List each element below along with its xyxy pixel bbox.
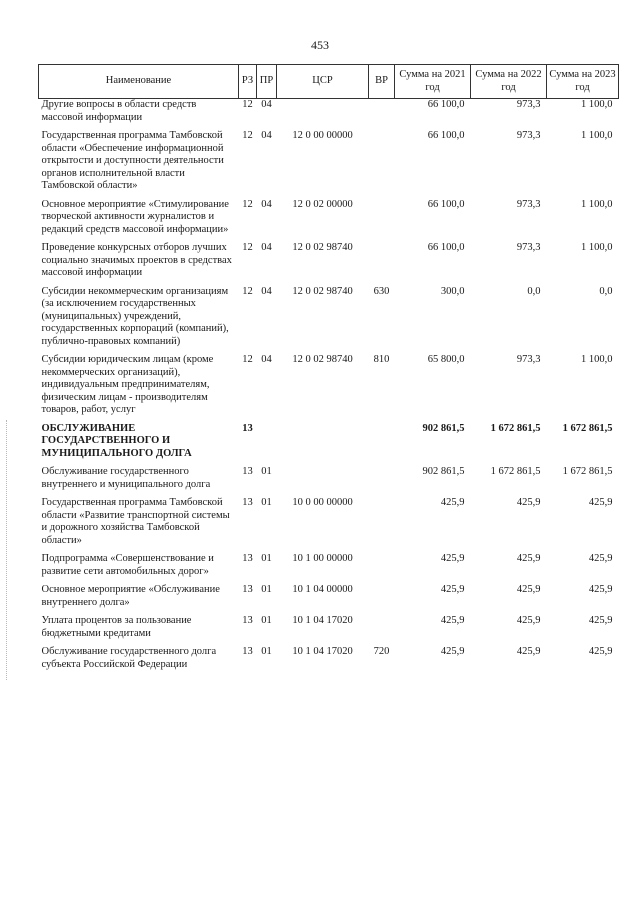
cell-pr: 01 [261, 466, 272, 477]
cell-sum-2022: 425,9 [516, 497, 541, 508]
cell-sum-2021: 425,9 [440, 497, 465, 508]
cell-rz: 13 [242, 584, 253, 595]
cell-vr [369, 242, 395, 286]
cell-pr: 01 [261, 553, 272, 564]
cell-pr: 04 [261, 354, 272, 365]
cell-csr: 10 0 00 00000 [292, 497, 353, 508]
table-row [39, 553, 619, 584]
cell-csr [277, 99, 369, 131]
cell-name: ОБСЛУЖИВАНИЕ ГОСУДАРСТВЕННОГО И МУНИЦИПАЛЬНОГО ДОЛГА [41, 422, 192, 459]
table-row [39, 497, 619, 553]
cell-rz: 12 [242, 99, 253, 110]
cell-name: Обслуживание государственного внутреннего и муниципального долга [41, 466, 211, 490]
cell-sum-2023: 1 672 861,5 [562, 466, 613, 477]
cell-pr [257, 423, 277, 467]
cell-sum-2023: 425,9 [588, 497, 613, 508]
cell-csr: 12 0 02 98740 [292, 354, 353, 365]
cell-sum-2022: 1 672 861,5 [490, 466, 541, 477]
cell-pr: 01 [261, 615, 272, 626]
cell-sum-2023: 425,9 [588, 646, 613, 657]
cell-name: Государственная программа Тамбовской области «Развитие транспортной системы и дорожного хозяйства Тамбовской области» [41, 497, 230, 546]
cell-sum-2023: 425,9 [588, 553, 613, 564]
cell-csr: 12 0 02 98740 [292, 242, 353, 253]
cell-sum-2023: 425,9 [588, 584, 613, 595]
cell-name: Субсидии некоммерческим организациям (за исключением государственных (муниципальных) учреждений, государственных корпораций (компаний), публично-правовых компаний) [41, 285, 229, 347]
cell-sum-2022: 973,3 [516, 354, 541, 365]
cell-name: Обслуживание государственного долга субъекта Российской Федерации [41, 646, 217, 670]
cell-rz: 13 [242, 615, 253, 626]
cell-sum-2021: 425,9 [440, 646, 465, 657]
cell-sum-2021: 66 100,0 [427, 99, 465, 110]
header-name: Наименование [39, 65, 239, 99]
table-body [39, 99, 619, 678]
cell-csr: 12 0 00 00000 [292, 130, 353, 141]
cell-sum-2023: 1 100,0 [581, 130, 613, 141]
cell-rz: 13 [242, 497, 253, 508]
header-sum-2022: Сумма на 2022 год [471, 65, 547, 99]
cell-sum-2022: 425,9 [516, 584, 541, 595]
cell-csr [277, 423, 369, 467]
cell-vr [369, 553, 395, 584]
table-row [39, 466, 619, 497]
cell-sum-2021: 425,9 [440, 584, 465, 595]
cell-rz: 13 [242, 422, 253, 434]
cell-vr [369, 466, 395, 497]
cell-sum-2023: 425,9 [588, 615, 613, 626]
cell-csr: 10 1 04 17020 [292, 615, 353, 626]
table-row [39, 99, 619, 131]
table-row [39, 615, 619, 646]
table-row [39, 646, 619, 677]
table-header [39, 65, 619, 99]
cell-sum-2022: 425,9 [516, 615, 541, 626]
header-vr: ВР [369, 65, 395, 99]
header-pr: ПР [257, 65, 277, 99]
cell-sum-2021: 66 100,0 [427, 198, 465, 210]
cell-pr: 01 [261, 584, 272, 595]
table-row [39, 199, 619, 243]
cell-rz: 12 [242, 198, 253, 210]
cell-vr [369, 199, 395, 243]
table-row [39, 584, 619, 615]
cell-name: Субсидии юридическим лицам (кроме некоммерческих организаций), индивидуальным предпринимателям, физическим лицам - производителям товаров, работ, услуг [41, 354, 214, 415]
scan-edge-marks [6, 420, 9, 680]
cell-name: Другие вопросы в области средств массовой информации [41, 99, 197, 123]
cell-rz: 13 [242, 646, 253, 657]
cell-sum-2022: 973,3 [516, 242, 541, 253]
cell-sum-2021: 66 100,0 [427, 242, 465, 253]
cell-sum-2023: 1 100,0 [581, 242, 613, 253]
cell-rz: 12 [242, 130, 253, 141]
cell-vr: 630 [373, 285, 390, 297]
cell-sum-2022: 973,3 [516, 130, 541, 141]
cell-sum-2023: 1 100,0 [581, 99, 613, 110]
cell-sum-2022: 425,9 [516, 553, 541, 564]
cell-sum-2022: 973,3 [516, 198, 541, 210]
cell-vr: 810 [373, 354, 390, 365]
cell-sum-2022: 0,0 [527, 285, 541, 297]
cell-vr [369, 615, 395, 646]
cell-name: Основное мероприятие «Стимулирование творческой активности журналистов и редакций средств массовой информации» [41, 198, 229, 235]
budget-table [38, 64, 619, 677]
page-number: 453 [311, 38, 329, 52]
cell-sum-2023: 1 672 861,5 [562, 422, 613, 434]
table-row [39, 242, 619, 286]
cell-pr: 04 [261, 242, 272, 253]
cell-csr: 12 0 02 98740 [292, 285, 353, 297]
cell-sum-2022: 973,3 [516, 99, 541, 110]
cell-csr: 10 1 00 00000 [292, 553, 353, 564]
cell-csr: 12 0 02 00000 [292, 198, 353, 210]
cell-rz: 13 [242, 553, 253, 564]
cell-vr [369, 584, 395, 615]
cell-vr [369, 497, 395, 553]
cell-vr: 720 [373, 646, 390, 657]
cell-sum-2023: 1 100,0 [581, 354, 613, 365]
cell-rz: 12 [242, 285, 253, 297]
cell-rz: 12 [242, 242, 253, 253]
table-row [39, 423, 619, 467]
cell-pr: 04 [261, 99, 272, 110]
cell-name: Уплата процентов за пользование бюджетными кредитами [41, 615, 192, 639]
cell-csr: 10 1 04 17020 [292, 646, 353, 657]
cell-sum-2021: 425,9 [440, 553, 465, 564]
cell-csr: 10 1 04 00000 [292, 584, 353, 595]
cell-sum-2021: 425,9 [440, 615, 465, 626]
cell-pr: 04 [261, 130, 272, 141]
header-rz: РЗ [239, 65, 257, 99]
cell-sum-2021: 65 800,0 [427, 354, 465, 365]
cell-vr [369, 130, 395, 199]
cell-sum-2021: 902 861,5 [422, 466, 465, 477]
cell-sum-2023: 1 100,0 [581, 198, 613, 210]
table-row [39, 130, 619, 199]
cell-csr [277, 466, 369, 497]
table-row [39, 354, 619, 423]
header-sum-2023: Сумма на 2023 год [547, 65, 619, 99]
cell-sum-2022: 1 672 861,5 [490, 422, 541, 434]
cell-rz: 13 [242, 466, 253, 477]
header-sum-2021: Сумма на 2021 год [395, 65, 471, 99]
cell-pr: 01 [261, 497, 272, 508]
header-csr: ЦСР [277, 65, 369, 99]
cell-rz: 12 [242, 354, 253, 365]
cell-vr [369, 423, 395, 467]
cell-sum-2022: 425,9 [516, 646, 541, 657]
cell-name: Подпрограмма «Совершенствование и развитие сети автомобильных дорог» [41, 553, 214, 577]
cell-sum-2021: 902 861,5 [422, 422, 465, 434]
cell-name: Основное мероприятие «Обслуживание внутреннего долга» [41, 584, 220, 608]
cell-name: Проведение конкурсных отборов лучших социально значимых проектов в средствах массовой информации [41, 242, 232, 278]
cell-sum-2021: 300,0 [440, 285, 465, 297]
cell-pr: 01 [261, 646, 272, 657]
cell-sum-2021: 66 100,0 [427, 130, 465, 141]
cell-sum-2023: 0,0 [599, 285, 613, 297]
cell-name: Государственная программа Тамбовской области «Обеспечение информационной открытости и доступности деятельности органов исполнительной власти Тамбовской области» [41, 130, 224, 191]
cell-vr [369, 99, 395, 131]
cell-pr: 04 [261, 285, 272, 297]
cell-pr: 04 [261, 198, 272, 210]
table-row [39, 286, 619, 355]
